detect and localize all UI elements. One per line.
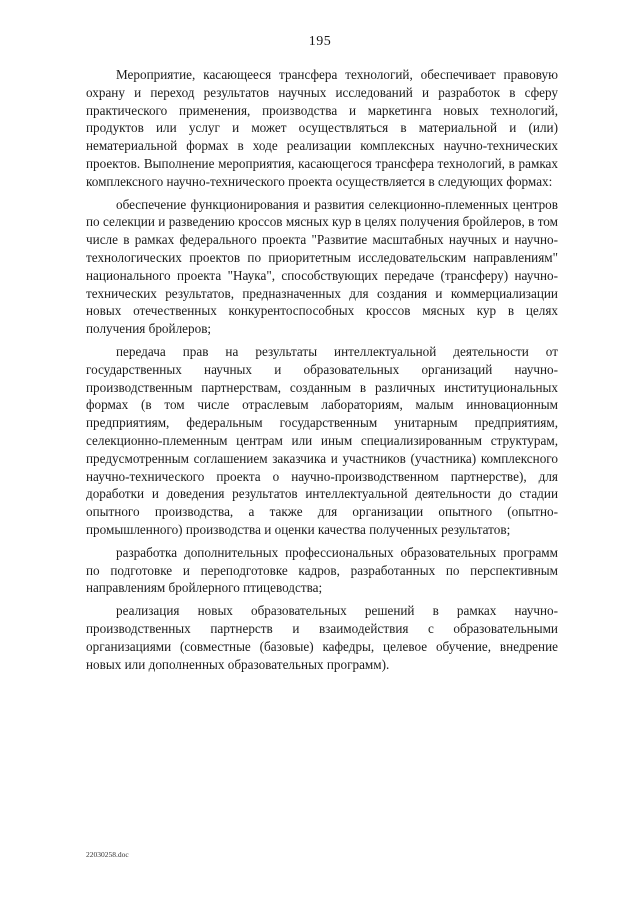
paragraph-education-solutions: реализация новых образовательных решений в рамках научно-производственных партнерств и взаимодействия с образовательными организациями (совместные (базовые) кафедры, целевое обучение, внедрение новых или дополненных образовательных программ).: [86, 603, 558, 672]
paragraph-education-programs: разработка дополнительных профессиональных образовательных программ по подготовке и переподготовке кадров, разработанных по перспективным направлениям бройлерного птицеводства;: [86, 544, 558, 596]
page-number: 195: [308, 34, 332, 49]
paragraph-breeding-centers: обеспечение функционирования и развития селекционно-племенных центров по селекции и разведению кроссов мясных кур в целях получения бройлеров, в том числе в рамках федерального проекта "Развитие масштабных научных и научно-технологических проектов по приоритетным исследовательским направлениям" национального проекта "Наука", способствующих передаче (трансферу) научно-технических результатов, предназначенных для создания и коммерциализации новых отечественных конкурентоспособных кроссов мясных кур в целях получения бройлеров;: [86, 196, 558, 337]
paragraph-rights-transfer: передача прав на результаты интеллектуальной деятельности от государственных научных и образовательных организаций научно-производственным партнерствам, созданным в различных институциональных формах (в том числе отраслевым лабораториям, малым инновационным предприятиям, федеральным государственным унитарным предприятиям, селекционно-племенным центрам или иным специализированным структурам, предусмотренным соглашением заказчика и участников (участника) комплексного научно-технического проекта о научно-производственном партнерстве), для доработки и доведения результатов интеллектуальной деятельности до стадии опытного производства, а также для организации опытного (опытно-промышленного) производства и оценки качества полученных результатов;: [86, 343, 558, 537]
footer-filename: 22030258.doc: [86, 850, 129, 859]
document-body: [86, 66, 558, 678]
paragraph-intro: Мероприятие, касающееся трансфера технологий, обеспечивает правовую охрану и переход результатов научных исследований и разработок в сферу практического применения, производства и маркетинга новых технологий, продуктов или услуг и может осуществляться в материальной и (или) нематериальной формах в ходе реализации комплексных научно-технических проектов. Выполнение мероприятия, касающегося трансфера технологий, в рамках комплексного научно-технического проекта осуществляется в следующих формах:: [86, 67, 558, 189]
